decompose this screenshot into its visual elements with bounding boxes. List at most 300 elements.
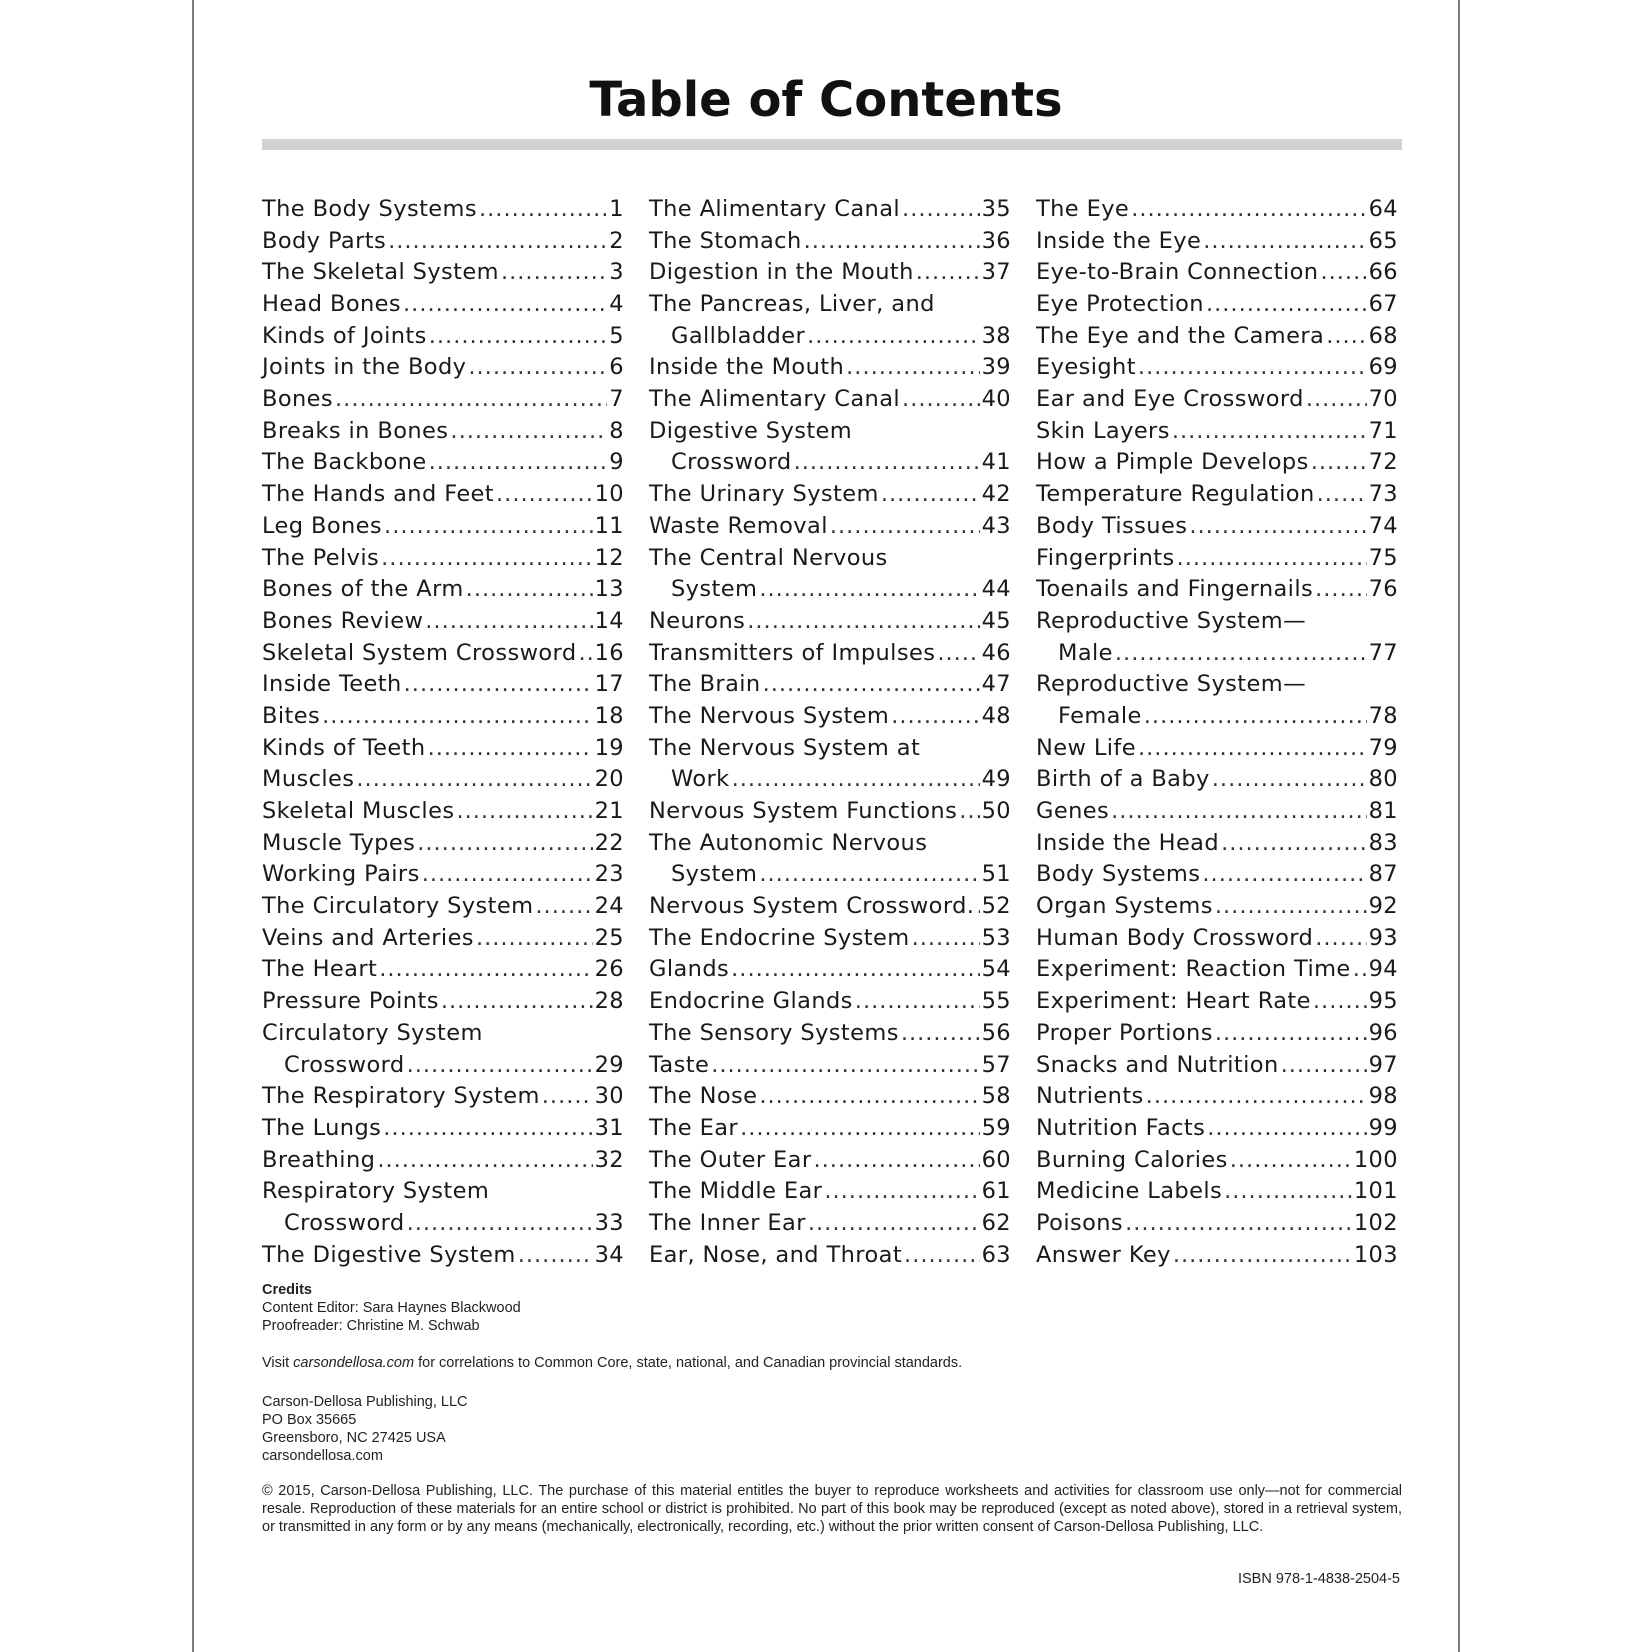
toc-entry-page-number: 98 xyxy=(1368,1083,1398,1110)
toc-entry-title: Eye Protection xyxy=(1036,291,1204,318)
toc-entry-title: Reproductive System— xyxy=(1036,671,1306,698)
toc-entry-title: Reproductive System— xyxy=(1036,607,1306,634)
toc-entry xyxy=(649,955,1011,987)
toc-entry-page-number: 25 xyxy=(594,924,624,951)
toc-entry xyxy=(262,289,624,321)
toc-entry-title: The Nervous System xyxy=(649,702,890,729)
toc-entry xyxy=(1036,606,1398,638)
toc-entry xyxy=(649,226,1011,258)
toc-entry-title: Inside the Eye xyxy=(1036,227,1202,254)
toc-entry xyxy=(1036,543,1398,575)
toc-entry-title: The Hands and Feet xyxy=(262,481,495,508)
toc-entry-page-number: 56 xyxy=(981,1019,1011,1046)
dot-leader xyxy=(501,257,607,289)
toc-entry-page-number: 6 xyxy=(609,354,624,381)
credits-heading: Credits xyxy=(262,1282,312,1298)
dot-leader xyxy=(1115,638,1367,670)
dot-leader xyxy=(428,733,593,765)
toc-entry-title: The Body Systems xyxy=(262,195,477,222)
toc-entry-title: Temperature Regulation xyxy=(1036,481,1315,508)
toc-entry xyxy=(262,701,624,733)
toc-entry xyxy=(262,416,624,448)
toc-entry-page-number: 50 xyxy=(981,798,1011,825)
toc-entry xyxy=(649,986,1011,1018)
toc-entry-page-number: 34 xyxy=(594,1241,624,1268)
toc-entry xyxy=(649,416,1011,448)
toc-entry-title: Experiment: Heart Rate xyxy=(1036,988,1311,1015)
toc-entry xyxy=(262,384,624,416)
dot-leader xyxy=(441,986,593,1018)
toc-entry xyxy=(1036,511,1398,543)
toc-entry-title: Digestion in the Mouth xyxy=(649,259,914,286)
dot-leader xyxy=(429,321,608,353)
toc-entry-page-number: 49 xyxy=(981,766,1011,793)
dot-leader xyxy=(891,701,979,733)
dot-leader xyxy=(740,1113,980,1145)
dot-leader xyxy=(1281,1050,1367,1082)
toc-entry-title: Fingerprints xyxy=(1036,544,1175,571)
toc-entry-title: Eye-to-Brain Connection xyxy=(1036,259,1319,286)
toc-entry-title: Bones of the Arm xyxy=(262,576,464,603)
dot-leader xyxy=(425,606,592,638)
toc-entry-page-number: 65 xyxy=(1368,227,1398,254)
toc-entry-title: Endocrine Glands xyxy=(649,988,853,1015)
toc-entry-title: Crossword xyxy=(284,1209,405,1236)
dot-leader xyxy=(379,954,592,986)
toc-entry xyxy=(262,1113,624,1145)
toc-entry-title: Eyesight xyxy=(1036,354,1136,381)
dot-leader xyxy=(518,1240,593,1272)
toc-entry-page-number: 37 xyxy=(981,259,1011,286)
toc-entry xyxy=(649,574,1011,606)
toc-entry xyxy=(262,194,624,226)
toc-entry xyxy=(1036,226,1398,258)
toc-entry xyxy=(649,257,1011,289)
toc-entry-page-number: 29 xyxy=(594,1051,624,1078)
toc-entry xyxy=(262,479,624,511)
publisher-website[interactable]: carsondellosa.com xyxy=(262,1448,383,1464)
dot-leader xyxy=(535,891,592,923)
toc-entry xyxy=(262,891,624,923)
toc-entry-title: Burning Calories xyxy=(1036,1146,1228,1173)
dot-leader xyxy=(417,828,592,860)
toc-entry xyxy=(1036,289,1398,321)
dot-leader xyxy=(1221,828,1367,860)
toc-entry-title: The Respiratory System xyxy=(262,1083,540,1110)
toc-entry-title: Veins and Arteries xyxy=(262,924,474,951)
isbn: ISBN 978-1-4838-2504-5 xyxy=(1237,1571,1400,1587)
dot-leader xyxy=(732,764,980,796)
dot-leader xyxy=(1138,352,1367,384)
toc-entry xyxy=(262,1145,624,1177)
toc-entry-title: Crossword xyxy=(284,1051,405,1078)
toc-entry-title: Snacks and Nutrition xyxy=(1036,1051,1279,1078)
toc-entry-page-number: 68 xyxy=(1368,322,1398,349)
toc-entry-page-number: 2 xyxy=(609,227,624,254)
dot-leader xyxy=(1313,986,1367,1018)
toc-entry-title: The Lungs xyxy=(262,1114,382,1141)
toc-entry xyxy=(649,194,1011,226)
toc-entry xyxy=(649,479,1011,511)
toc-entry-page-number: 9 xyxy=(609,449,624,476)
toc-entry-page-number: 74 xyxy=(1368,512,1398,539)
toc-entry xyxy=(649,511,1011,543)
toc-entry-page-number: 8 xyxy=(609,417,624,444)
toc-entry-page-number: 32 xyxy=(594,1146,624,1173)
dot-leader xyxy=(322,701,592,733)
toc-entry-title: Bones Review xyxy=(262,607,424,634)
toc-entry-page-number: 12 xyxy=(594,544,624,571)
toc-entry-page-number: 13 xyxy=(594,576,624,603)
toc-entry-page-number: 101 xyxy=(1353,1178,1398,1205)
dot-leader xyxy=(904,1240,980,1272)
toc-entry-page-number: 1 xyxy=(609,195,624,222)
toc-entry xyxy=(262,1050,624,1082)
dot-leader xyxy=(1317,479,1367,511)
toc-entry-title: Bites xyxy=(262,702,321,729)
toc-entry-title: The Stomach xyxy=(649,227,802,254)
toc-entry-page-number: 93 xyxy=(1368,924,1398,951)
toc-entry-title: Kinds of Teeth xyxy=(262,734,426,761)
dot-leader xyxy=(384,511,593,543)
toc-entry-title: Transmitters of Impulses xyxy=(649,639,936,666)
toc-entry-page-number: 57 xyxy=(981,1051,1011,1078)
publisher-name: Carson-Dellosa Publishing, LLC xyxy=(262,1394,468,1410)
dot-leader xyxy=(881,479,980,511)
toc-entry xyxy=(1036,321,1398,353)
standards-note-link[interactable]: carsondellosa.com xyxy=(293,1355,415,1371)
dot-leader xyxy=(1172,416,1367,448)
dot-leader xyxy=(1353,954,1367,986)
toc-entry-title: Poisons xyxy=(1036,1209,1124,1236)
dot-leader xyxy=(479,194,607,226)
toc-entry-page-number: 48 xyxy=(981,702,1011,729)
toc-entry xyxy=(1036,1018,1398,1050)
toc-entry-title: Taste xyxy=(649,1051,710,1078)
toc-entry xyxy=(1036,1113,1398,1145)
toc-entry-page-number: 78 xyxy=(1368,702,1398,729)
toc-entry-title: Circulatory System xyxy=(262,1019,483,1046)
toc-entry-page-number: 44 xyxy=(981,576,1011,603)
toc-entry-page-number: 77 xyxy=(1368,639,1398,666)
toc-entry xyxy=(649,543,1011,575)
toc-entry xyxy=(649,384,1011,416)
toc-entry-title: The Circulatory System xyxy=(262,893,534,920)
toc-entry-title: Bones xyxy=(262,386,334,413)
dot-leader xyxy=(846,352,979,384)
toc-entry-page-number: 95 xyxy=(1368,988,1398,1015)
dot-leader xyxy=(824,1176,979,1208)
dot-leader xyxy=(1320,257,1366,289)
toc-entry-page-number: 63 xyxy=(981,1241,1011,1268)
toc-entry-title: Nervous System Crossword. xyxy=(649,893,975,920)
publisher-address xyxy=(262,1393,468,1465)
toc-entry-page-number: 53 xyxy=(981,924,1011,951)
toc-entry-page-number: 19 xyxy=(594,734,624,761)
toc-entry xyxy=(1036,986,1398,1018)
toc-entry-page-number: 70 xyxy=(1368,386,1398,413)
toc-entry xyxy=(1036,701,1398,733)
toc-entry-title: The Brain xyxy=(649,671,761,698)
dot-leader xyxy=(1207,1113,1366,1145)
toc-entry-page-number: 69 xyxy=(1368,354,1398,381)
toc-entry xyxy=(1036,638,1398,670)
dot-leader xyxy=(476,923,593,955)
toc-entry-page-number: 60 xyxy=(981,1146,1011,1173)
toc-entry xyxy=(262,1208,624,1240)
toc-entry-page-number: 33 xyxy=(594,1209,624,1236)
dot-leader xyxy=(1315,923,1366,955)
toc-entry-title: The Urinary System xyxy=(649,481,879,508)
toc-entry-title: Breathing xyxy=(262,1146,376,1173)
dot-leader xyxy=(916,257,980,289)
toc-entry-title: Experiment: Reaction Time xyxy=(1036,956,1351,983)
toc-entry xyxy=(262,986,624,1018)
toc-entry-title: The Central Nervous xyxy=(649,544,888,571)
toc-entry xyxy=(649,796,1011,828)
toc-entry-title: System xyxy=(671,576,758,603)
dot-leader xyxy=(422,859,593,891)
toc-entry-page-number: 40 xyxy=(981,386,1011,413)
dot-leader xyxy=(407,1208,593,1240)
toc-entry-title: Gallbladder xyxy=(671,322,806,349)
toc-entry xyxy=(1036,574,1398,606)
toc-entry-page-number: 10 xyxy=(594,481,624,508)
dot-leader xyxy=(1146,1081,1367,1113)
toc-entry-title: Working Pairs xyxy=(262,861,420,888)
toc-entry-page-number: 71 xyxy=(1368,417,1398,444)
dot-leader xyxy=(912,923,980,955)
toc-entry xyxy=(1036,1240,1398,1272)
dot-leader xyxy=(814,1145,980,1177)
toc-entry xyxy=(262,606,624,638)
document-page xyxy=(192,0,1460,1652)
toc-entry-page-number: 58 xyxy=(981,1083,1011,1110)
toc-entry-page-number: 83 xyxy=(1368,829,1398,856)
toc-entry xyxy=(1036,796,1398,828)
toc-entry-title: Neurons xyxy=(649,607,746,634)
toc-entry-page-number: 41 xyxy=(981,449,1011,476)
dot-leader xyxy=(466,574,593,606)
dot-leader xyxy=(759,1081,979,1113)
toc-entry-page-number: 80 xyxy=(1368,766,1398,793)
dot-leader xyxy=(1131,194,1366,226)
toc-entry-title: The Skeletal System xyxy=(262,259,499,286)
toc-entry-title: Skeletal Muscles xyxy=(262,798,455,825)
toc-entry-title: How a Pimple Develops xyxy=(1036,449,1309,476)
toc-entry-title: The Backbone xyxy=(262,449,427,476)
dot-leader xyxy=(830,511,980,543)
toc-entry-title: The Sensory Systems xyxy=(649,1019,899,1046)
toc-entry xyxy=(262,352,624,384)
toc-entry-page-number: 23 xyxy=(594,861,624,888)
toc-entry xyxy=(1036,352,1398,384)
toc-entry-title: Proper Portions xyxy=(1036,1019,1213,1046)
toc-entry xyxy=(1036,448,1398,480)
dot-leader xyxy=(804,226,980,258)
dot-leader xyxy=(1230,1145,1352,1177)
toc-entry xyxy=(262,669,624,701)
toc-entry xyxy=(649,1050,1011,1082)
toc-entry-title: Pressure Points xyxy=(262,988,439,1015)
toc-entry-title: The Alimentary Canal xyxy=(649,195,901,222)
toc-entry-page-number: 45 xyxy=(981,607,1011,634)
dot-leader xyxy=(1224,1176,1352,1208)
toc-entry-title: Male xyxy=(1058,639,1113,666)
toc-entry-page-number: 14 xyxy=(594,607,624,634)
dot-leader xyxy=(1306,384,1367,416)
toc-entry-page-number: 31 xyxy=(594,1114,624,1141)
toc-entry-page-number: 51 xyxy=(981,861,1011,888)
toc-entry-title: Nutrients xyxy=(1036,1083,1144,1110)
toc-entry-page-number: 26 xyxy=(594,956,624,983)
toc-entry-title: Digestive System xyxy=(649,417,853,444)
toc-entry-title: Toenails and Fingernails xyxy=(1036,576,1314,603)
toc-entry-page-number: 97 xyxy=(1368,1051,1398,1078)
toc-entry xyxy=(262,574,624,606)
toc-entry-page-number: 38 xyxy=(981,322,1011,349)
toc-entry xyxy=(1036,416,1398,448)
dot-leader xyxy=(1212,764,1367,796)
toc-entry xyxy=(649,448,1011,480)
toc-entry-title: The Pancreas, Liver, and xyxy=(649,291,935,318)
toc-entry xyxy=(262,859,624,891)
toc-entry-title: Work xyxy=(671,766,730,793)
toc-entry-title: Crossword xyxy=(671,449,792,476)
dot-leader xyxy=(407,1050,593,1082)
toc-entry-page-number: 39 xyxy=(981,354,1011,381)
toc-entry-page-number: 94 xyxy=(1368,956,1398,983)
toc-entry xyxy=(1036,384,1398,416)
toc-entry-title: The Ear xyxy=(649,1114,739,1141)
toc-entry-title: The Pelvis xyxy=(262,544,380,571)
toc-entry-title: Skin Layers xyxy=(1036,417,1170,444)
toc-entry-page-number: 16 xyxy=(594,639,624,666)
toc-entry-page-number: 102 xyxy=(1353,1209,1398,1236)
dot-leader xyxy=(1173,1240,1352,1272)
publisher-city: Greensboro, NC 27425 USA xyxy=(262,1430,446,1446)
dot-leader xyxy=(450,416,607,448)
toc-entry-title: Female xyxy=(1058,702,1142,729)
toc-entry xyxy=(649,764,1011,796)
toc-entry xyxy=(649,1081,1011,1113)
toc-entry xyxy=(649,321,1011,353)
toc-entry xyxy=(649,1240,1011,1272)
dot-leader xyxy=(1206,289,1367,321)
dot-leader xyxy=(807,321,979,353)
dot-leader xyxy=(731,954,979,986)
toc-entry xyxy=(649,891,1011,923)
toc-entry xyxy=(1036,257,1398,289)
toc-entry xyxy=(1036,669,1398,701)
toc-entry-page-number: 103 xyxy=(1353,1241,1398,1268)
toc-entry xyxy=(649,701,1011,733)
toc-entry-title: Glands xyxy=(649,956,730,983)
toc-entry-title: Ear, Nose, and Throat xyxy=(649,1241,903,1268)
toc-entry-title: Inside the Head xyxy=(1036,829,1220,856)
toc-entry-title: Nutrition Facts xyxy=(1036,1114,1206,1141)
credits-block xyxy=(262,1281,521,1335)
toc-entry-page-number: 11 xyxy=(594,512,624,539)
dot-leader xyxy=(388,226,607,258)
toc-entry-title: The Nervous System at xyxy=(649,734,921,761)
toc-entry xyxy=(262,1240,624,1272)
toc-entry-page-number: 79 xyxy=(1368,734,1398,761)
toc-entry-page-number: 47 xyxy=(981,671,1011,698)
toc-entry xyxy=(649,733,1011,765)
toc-entry-page-number: 20 xyxy=(594,766,624,793)
dot-leader xyxy=(496,479,593,511)
dot-leader xyxy=(383,1113,592,1145)
dot-leader xyxy=(794,447,980,479)
toc-entry-page-number: 73 xyxy=(1368,481,1398,508)
standards-note xyxy=(262,1354,962,1372)
toc-entry xyxy=(1036,194,1398,226)
page-title: Table of Contents xyxy=(589,72,1063,128)
toc-entry-title: Waste Removal xyxy=(649,512,828,539)
toc-entry-title: The Outer Ear xyxy=(649,1146,812,1173)
dot-leader xyxy=(429,447,608,479)
dot-leader xyxy=(902,194,980,226)
toc-entry xyxy=(1036,1145,1398,1177)
toc-entry xyxy=(262,1018,624,1050)
dot-leader xyxy=(542,1081,593,1113)
toc-entry-page-number: 35 xyxy=(981,195,1011,222)
toc-entry-title: Human Body Crossword xyxy=(1036,924,1314,951)
dot-leader xyxy=(1177,543,1367,575)
toc-entry xyxy=(1036,828,1398,860)
toc-entry xyxy=(1036,1050,1398,1082)
toc-entry-page-number: 81 xyxy=(1368,798,1398,825)
toc-entry-title: Birth of a Baby xyxy=(1036,766,1210,793)
toc-entry xyxy=(262,448,624,480)
toc-entry xyxy=(649,606,1011,638)
toc-entry-title: Ear and Eye Crossword xyxy=(1036,386,1304,413)
toc-entry xyxy=(649,923,1011,955)
toc-entry xyxy=(649,289,1011,321)
toc-entry-title: Medicine Labels xyxy=(1036,1178,1223,1205)
toc-entry-title: Body Parts xyxy=(262,227,387,254)
dot-leader xyxy=(1203,226,1366,258)
toc-entry-page-number: 100 xyxy=(1353,1146,1398,1173)
dot-leader xyxy=(1111,796,1366,828)
dot-leader xyxy=(759,574,979,606)
toc-entry-page-number: 36 xyxy=(981,227,1011,254)
toc-entry xyxy=(649,1018,1011,1050)
toc-entry-page-number: 7 xyxy=(609,386,624,413)
toc-entry xyxy=(262,1176,624,1208)
toc-entry xyxy=(649,859,1011,891)
toc-entry xyxy=(262,511,624,543)
toc-entry-title: The Autonomic Nervous xyxy=(649,829,928,856)
toc-entry-page-number: 43 xyxy=(981,512,1011,539)
toc-entry-title: Inside the Mouth xyxy=(649,354,845,381)
dot-leader xyxy=(763,669,980,701)
toc-entry-page-number: 64 xyxy=(1368,195,1398,222)
dot-leader xyxy=(1144,701,1367,733)
toc-entry xyxy=(262,638,624,670)
toc-entry-page-number: 92 xyxy=(1368,893,1398,920)
toc-entry-page-number: 46 xyxy=(981,639,1011,666)
dot-leader xyxy=(381,543,592,575)
dot-leader xyxy=(855,986,980,1018)
copyright-notice: © 2015, Carson-Dellosa Publishing, LLC. The purchase of this material entitles the buyer to reproduce worksheets and activities for classroom use only—not for commercial resale. Reproduction of these materials for an entire school or district is prohibited. No part of this book may be reproduced (except as noted above), stored in a retrieval system, or transmitted in any form or by any means (mechanically, electronically, recording, etc.) without the prior written consent of Carson-Dellosa Publishing, LLC. xyxy=(262,1483,1402,1535)
toc-entry xyxy=(1036,1176,1398,1208)
dot-leader xyxy=(1189,511,1366,543)
dot-leader xyxy=(404,669,593,701)
toc-entry-page-number: 5 xyxy=(609,322,624,349)
toc-entry-page-number: 4 xyxy=(609,291,624,318)
